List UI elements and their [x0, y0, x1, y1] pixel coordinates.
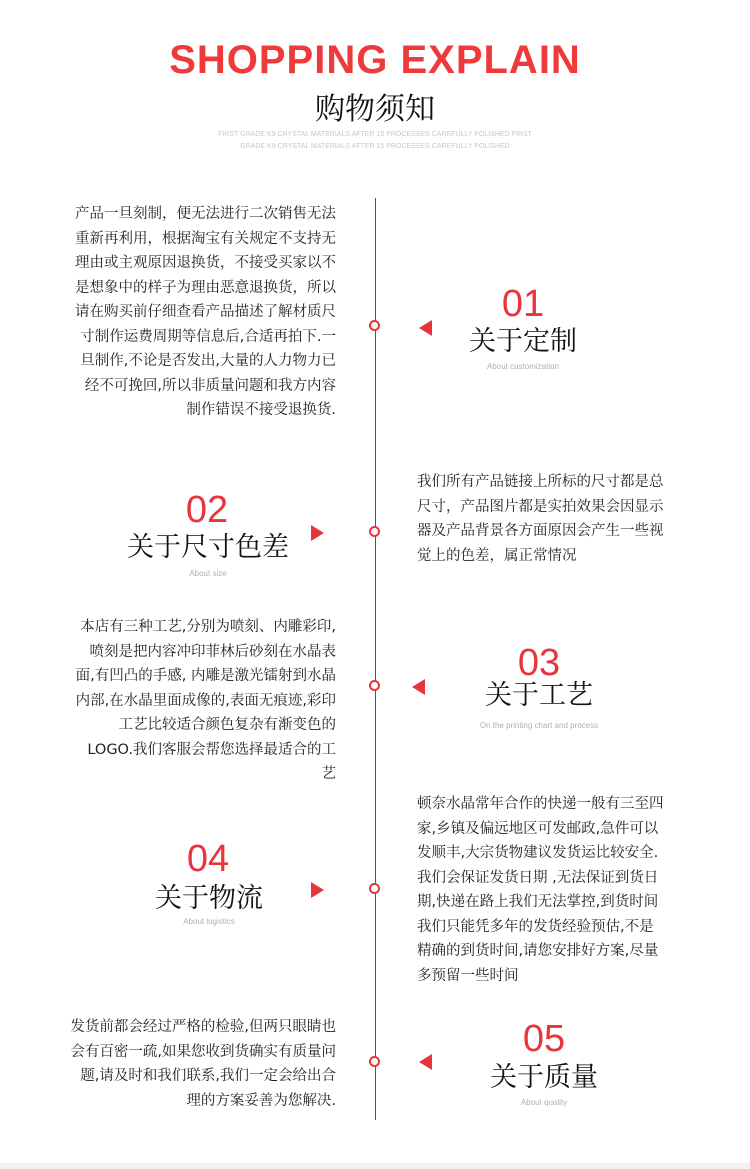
section-02-caption: About size: [189, 569, 227, 578]
section-01-caption: About customization: [486, 362, 560, 371]
section-03-title: 关于工艺: [485, 680, 593, 711]
page-subtitle: FIRST GRADE K9 CRYSTAL MATERIALS AFTER 15 PROCESSES CAREFULLY POLISHED FIRST GRADE K9 CRYSTAL MATERIALS AFTER 15 PROCESSES CAREFULLY POLISHED: [218, 131, 532, 150]
section-01-title: 关于定制: [469, 326, 577, 357]
section-02-number: 02: [185, 489, 229, 531]
page-title-english: SHOPPING EXPLAIN: [169, 38, 581, 82]
section-05-caption: About quality: [520, 1098, 568, 1107]
section-05-number: 05: [522, 1018, 566, 1060]
footer-band: [0, 1163, 750, 1169]
arrow-right-icon: [311, 882, 324, 898]
timeline-dot-05: [369, 1056, 380, 1067]
arrow-right-icon: [311, 525, 324, 541]
timeline-line: [375, 198, 376, 1120]
section-03-text: 本店有三种工艺,分别为喷刻、内雕彩印,喷刻是把内容冲印菲林后砂刻在水晶表面,有凹凸的手感, 内雕是激光镭射到水晶内部,在水晶里面成像的,表面无痕迹,彩印工艺比较适合颜色复杂有渐变色的LOGO.我们客服会帮您选择最适合的工艺: [75, 619, 336, 782]
section-05-title: 关于质量: [490, 1062, 598, 1093]
timeline-dot-04: [369, 883, 380, 894]
section-03-number: 03: [517, 642, 561, 684]
timeline-dot-02: [369, 526, 380, 537]
page-title-chinese: 购物须知: [315, 92, 435, 127]
section-01-number: 01: [501, 283, 545, 325]
timeline-dot-03: [369, 680, 380, 691]
arrow-left-icon: [419, 320, 432, 336]
section-04-text: 顿奈水晶常年合作的快递一般有三至四家,乡镇及偏远地区可发邮政,急件可以发顺丰,大宗货物建议发货运比较安全.我们会保证发货日期 ,无法保证到货日期,快递在路上我们无法掌控,到货时间我们只能凭多年的发货经验预估,不是精确的到货时间,请您安排好方案,尽量多预留一些时间: [417, 796, 664, 984]
section-04-caption: About logistics: [183, 917, 235, 926]
section-04-number: 04: [186, 838, 230, 880]
section-01-text: 产品一旦刻制，便无法进行二次销售无法重新再利用，根据淘宝有关规定不支持无理由或主观原因退换货，不接受买家以不是想象中的样子为理由恶意退换货，所以请在购买前仔细查看产品描述了解材质尺寸制作运费周期等信息后,合适再拍下.一旦制作,不论是否发出,大量的人力物力已经不可挽回,所以非质量问题和我方内容制作错误不接受退换货.: [75, 206, 336, 418]
timeline-dot-01: [369, 320, 380, 331]
section-02-title: 关于尺寸色差: [127, 532, 289, 563]
section-02-text: 我们所有产品链接上所标的尺寸都是总尺寸，产品图片都是实拍效果会因显示器及产品背景各方面原因会产生一些视觉上的色差，属正常情况: [417, 474, 664, 564]
arrow-left-icon: [412, 679, 425, 695]
section-03-caption: On the printing chart and process: [479, 721, 599, 730]
section-04-title: 关于物流: [155, 883, 263, 914]
section-05-text: 发货前都会经过严格的检验,但两只眼睛也会有百密一疏,如果您收到货确实有质量问题,请及时和我们联系,我们一定会给出合理的方案妥善为您解决.: [70, 1019, 336, 1109]
arrow-left-icon: [419, 1054, 432, 1070]
